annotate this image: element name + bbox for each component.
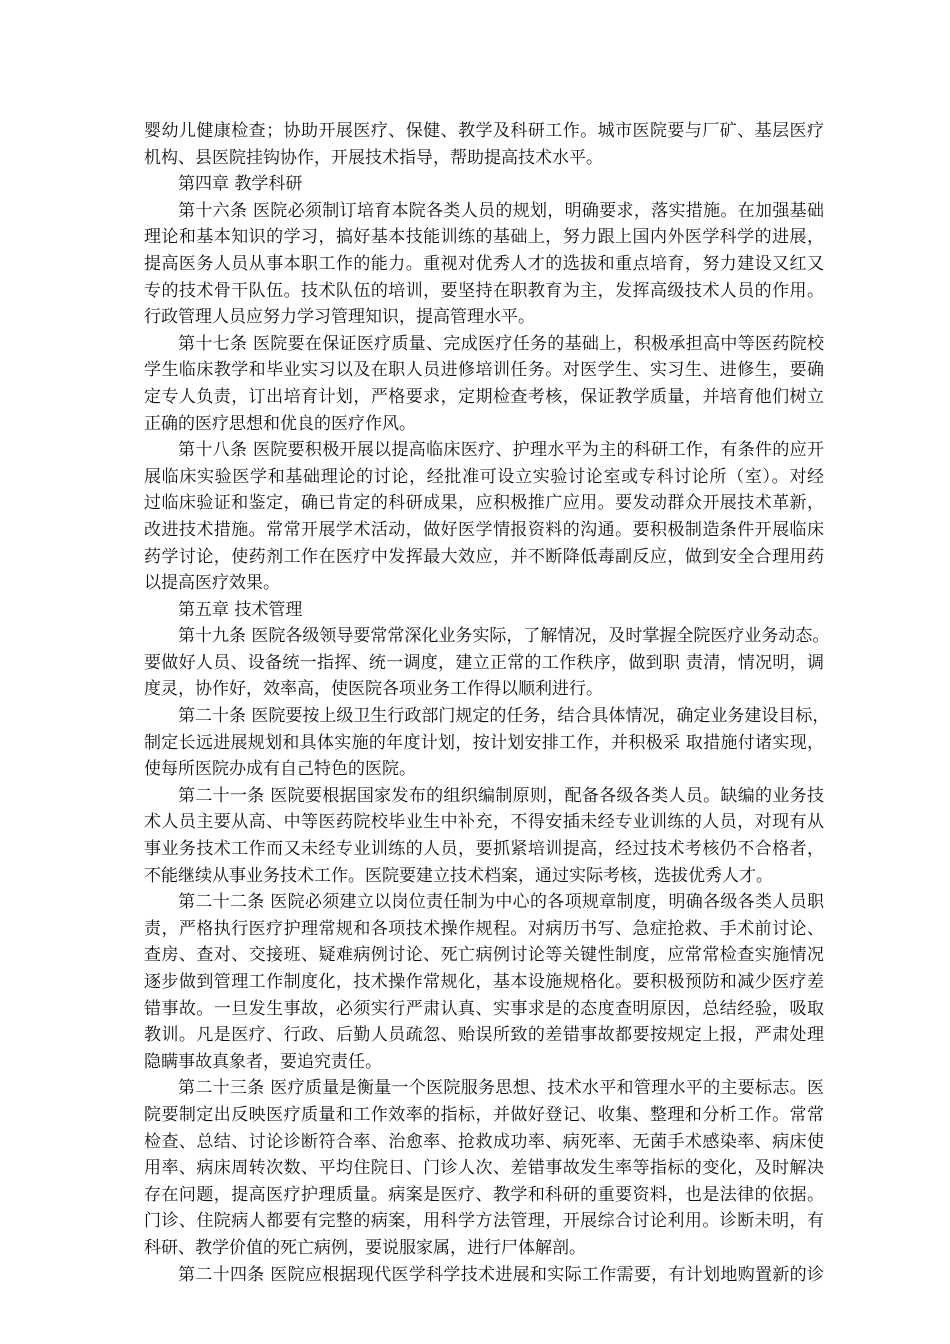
text-line: 第二十四条 医院应根据现代医学科学技术进展和实际工作需要，有计划地购置新的诊 [178,1264,824,1285]
text-line: 事业务技术工作而又未经专业训练的人员，要抓紧培训提高，经过技术考核仍不合格者， [144,839,824,860]
text-line: 错事故。一旦发生事故，必须实行严肃认真、实事求是的态度查明原因，总结经验，吸取 [144,998,824,1019]
text-line: 婴幼儿健康检查；协助开展医疗、保健、教学及科研工作。城市医院要与厂矿、基层医疗 [144,121,824,141]
text-line: 制定长远进展规划和具体实施的年度计划，按计划安排工作，并积极采 取措施付诸实现， [144,732,824,753]
text-line: 第十九条 医院各级领导要常常深化业务实际，了解情况，及时掌握全院医疗业务动态。 [178,626,830,647]
text-line: 第十八条 医院要积极开展以提高临床医疗、护理水平为主的科研工作，有条件的应开 [178,440,824,461]
text-line: 药学讨论，使药剂工作在医疗中发挥最大效应，并不断降低毒副反应，做到安全合理用药 [144,546,824,567]
document-body [144,118,830,1288]
text-line: 逐步做到管理工作制度化，技术操作常规化，基本设施规格化。要积极预防和减少医疗差 [144,972,824,992]
text-line: 要做好人员、设备统一指挥、统一调度，建立正常的工作秩序，做到职 责清，情况明，调 [144,652,824,673]
text-line: 第二十二条 医院必须建立以岗位责任制为中心的各项规章制度，明确各级各类人员职 [178,892,824,913]
text-line: 机构、县医院挂钩协作，开展技术指导，帮助提高技术水平。 [144,147,603,168]
text-line: 查房、查对、交接班、疑难病例讨论、死亡病例讨论等关键性制度，应常常检查实施情况 [144,945,824,966]
text-line: 存在问题，提高医疗护理质量。病案是医疗、教学和科研的重要资料，也是法律的依据。 [144,1184,824,1205]
text-line: 第十七条 医院要在保证医疗质量、完成医疗任务的基础上，积极承担高中等医药院校 [178,333,824,354]
text-line: 检查、总结、讨论诊断符合率、治愈率、抢救成功率、病死率、无菌手术感染率、病床使 [144,1131,824,1152]
text-line: 第十六条 医院必须制订培育本院各类人员的规划，明确要求，落实措施。在加强基础 [178,200,824,221]
chapter-heading: 第四章 教学科研 [178,174,303,195]
chapter-heading: 第五章 技术管理 [178,599,303,620]
text-line: 正确的医疗思想和优良的医疗作风。 [144,413,416,434]
text-line: 第二十三条 医疗质量是衡量一个医院服务思想、技术水平和管理水平的主要标志。医 [178,1078,824,1099]
text-line: 度灵，协作好，效率高，使医院各项业务工作得以顺利进行。 [144,679,603,700]
text-line: 定专人负责，订出培育计划，严格要求，定期检查考核，保证教学质量，并培育他们树立 [144,386,824,407]
text-line: 第二十条 医院要按上级卫生行政部门规定的任务，结合具体情况，确定业务建设目标， [178,706,830,727]
text-line: 不能继续从事业务技术工作。医院要建立技术档案，通过实际考核，选拔优秀人才。 [144,865,773,886]
text-line: 用率、病床周转次数、平均住院日、门诊人次、差错事故发生率等指标的变化，及时解决 [144,1158,824,1179]
text-line: 提高医务人员从事本职工作的能力。重视对优秀人才的选拔和重点培育，努力建设又红又 [144,253,824,274]
text-line: 学生临床教学和毕业实习以及在职人员进修培训任务。对医学生、实习生、进修生，要确 [144,360,824,381]
text-line: 门诊、住院病人都要有完整的病案，用科学方法管理，开展综合讨论利用。诊断未明，有 [144,1211,824,1232]
text-line: 改进技术措施。常常开展学术活动，做好医学情报资料的沟通。要积极制造条件开展临床 [144,519,824,540]
text-line: 以提高医疗效果。 [144,573,280,594]
text-line: 使每所医院办成有自己特色的医院。 [144,759,416,780]
text-line: 教训。凡是医疗、行政、后勤人员疏忽、贻误所致的差错事故都要按规定上报，严肃处理 [144,1025,824,1046]
text-line: 理论和基本知识的学习，搞好基本技能训练的基础上，努力跟上国内外医学科学的进展， [144,227,824,248]
text-line: 第二十一条 医院要根据国家发布的组织编制原则，配备各级各类人员。缺编的业务技 [178,785,824,806]
text-line: 责，严格执行医疗护理常规和各项技术操作规程。对病历书写、急症抢救、手术前讨论、 [144,918,824,939]
text-line: 科研、教学价值的死亡病例，要说服家属，进行尸体解剖。 [144,1237,586,1258]
text-line: 专的技术骨干队伍。技术队伍的培训，要坚持在职教育为主，发挥高级技术人员的作用。 [144,280,824,301]
text-line: 院要制定出反映医疗质量和工作效率的指标，并做好登记、收集、整理和分析工作。常常 [144,1104,824,1125]
text-line: 术人员主要从高、中等医药院校毕业生中补充，不得安插未经专业训练的人员，对现有从 [144,812,824,833]
text-line: 展临床实验医学和基础理论的讨论，经批准可设立实验讨论室或专科讨论所（室）。对经 [144,466,824,487]
text-line: 行政管理人员应努力学习管理知识，提高管理水平。 [144,307,535,328]
text-line: 隐瞒事故真象者，要追究责任。 [144,1051,382,1072]
text-line: 过临床验证和鉴定，确已肯定的科研成果，应积极推广应用。要发动群众开展技术革新， [144,493,824,514]
